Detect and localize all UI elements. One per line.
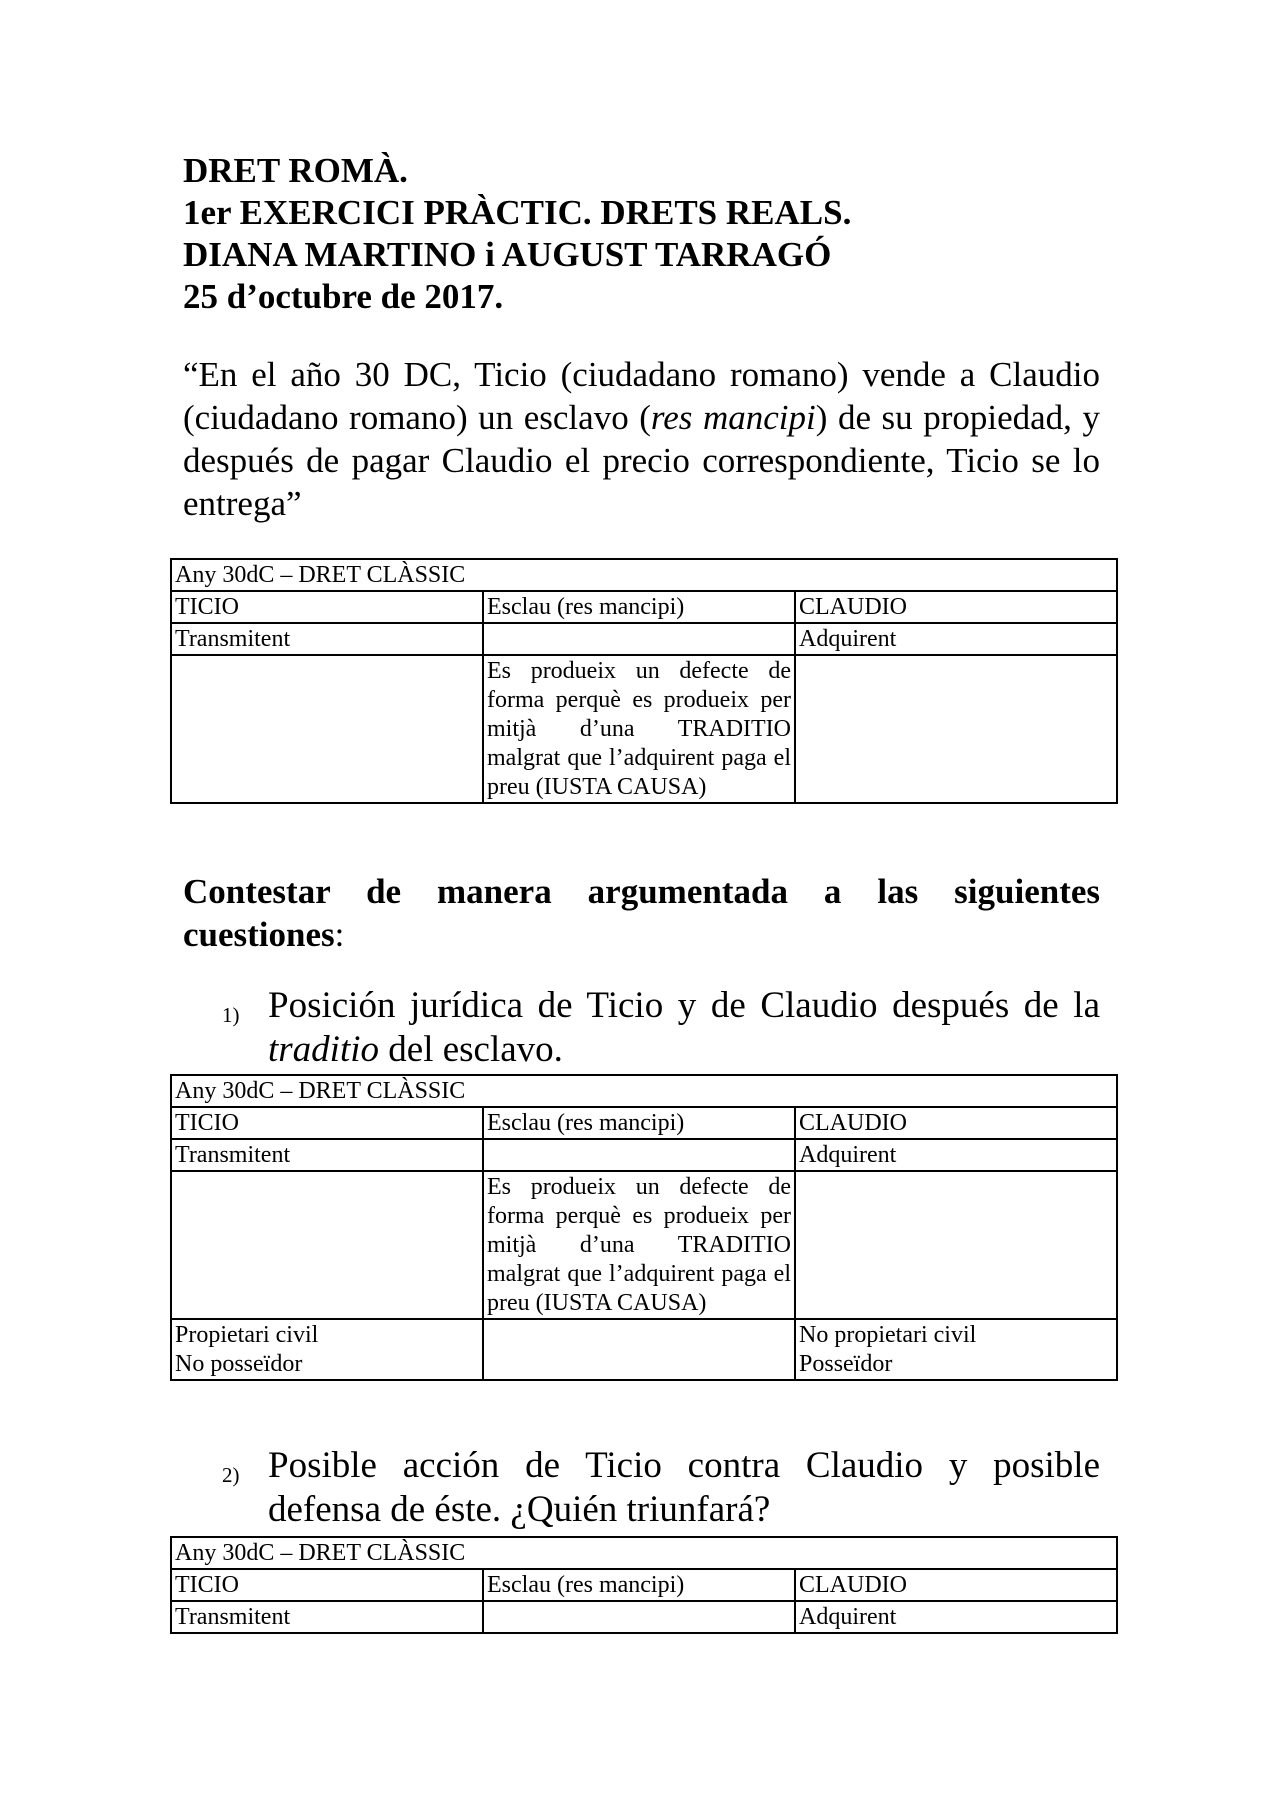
table-title: Any 30dC – DRET CLÀSSIC [171,1537,1117,1569]
cell-claudio: CLAUDIO [795,1569,1117,1601]
status-line: Propietari civil [175,1322,319,1348]
table-question-2 [170,1536,1118,1634]
status-line: No propietari civil [799,1322,977,1348]
question-text-b: del esclavo. [379,1029,563,1070]
question-number: 2) [222,1463,240,1487]
instructions [183,870,1100,956]
case-text-1: “En el año 30 DC, Ticio (ciudadano romano) vende a Claudio (ciudadano romano) un esclavo ( [183,355,1100,437]
case-text-2: ) de su propiedad, y después de pagar Claudio el precio correspondiente, Ticio se lo entrega” [183,398,1100,523]
cell-ticio: TICIO [171,591,483,623]
cell-note: Es produeix un defecte de forma perquè es produeix per mitjà d’una TRADITIO malgrat que l’adquirent paga el preu (IUSTA CAUSA) [483,1171,795,1319]
question-text [268,984,1100,1072]
cell-object: Esclau (res mancipi) [483,1569,795,1601]
table-row [171,591,1117,623]
header-line-1: DRET ROMÀ. [183,151,408,190]
cell-role-claudio: Adquirent [795,1139,1117,1171]
header-line-3: DIANA MARTINO i AUGUST TARRAGÓ [183,235,832,274]
status-line: Posseïdor [799,1351,893,1377]
cell-ticio: TICIO [171,1107,483,1139]
cell-note: Es produeix un defecte de forma perquè es produeix per mitjà d’una TRADITIO malgrat que l’adquirent paga el preu (IUSTA CAUSA) [483,655,795,803]
table-title: Any 30dC – DRET CLÀSSIC [171,1075,1117,1107]
table-row [171,655,1117,803]
cell-object: Esclau (res mancipi) [483,591,795,623]
question-text-a: Posición jurídica de Ticio y de Claudio después de la [268,985,1100,1026]
cell-empty [795,1171,1117,1319]
table-row [171,623,1117,655]
cell-object: Esclau (res mancipi) [483,1107,795,1139]
table-case-summary [170,558,1118,804]
case-text-italic: res mancipi [650,398,816,437]
header-line-2: 1er EXERCICI PRÀCTIC. DRETS REALS. [183,193,852,232]
cell-claudio: CLAUDIO [795,1107,1117,1139]
cell-role-ticio: Transmitent [171,1139,483,1171]
table-question-1 [170,1074,1118,1381]
case-statement [183,353,1100,525]
table-row [171,1319,1117,1380]
table-row [171,1139,1117,1171]
table-row [171,559,1117,591]
question-text-italic: traditio [268,1029,380,1070]
instructions-text: Contestar de manera argumentada a las siguientes cuestiones [183,872,1100,954]
cell-empty [483,1139,795,1171]
table-row [171,1569,1117,1601]
table-row [171,1601,1117,1633]
cell-role-ticio: Transmitent [171,623,483,655]
cell-role-claudio: Adquirent [795,623,1117,655]
cell-empty [483,1319,795,1380]
table-title: Any 30dC – DRET CLÀSSIC [171,559,1117,591]
cell-empty [171,1171,483,1319]
header-line-4: 25 d’octubre de 2017. [183,277,504,316]
instructions-colon: : [334,915,345,954]
document-header [183,150,851,318]
cell-empty [483,1601,795,1633]
cell-role-ticio: Transmitent [171,1601,483,1633]
question-number: 1) [222,1003,240,1027]
cell-role-claudio: Adquirent [795,1601,1117,1633]
cell-empty [483,623,795,655]
status-line: No posseïdor [175,1351,303,1377]
table-row [171,1075,1117,1107]
table-row [171,1537,1117,1569]
cell-status-claudio [795,1319,1117,1380]
cell-status-ticio [171,1319,483,1380]
cell-empty [171,655,483,803]
cell-empty [795,655,1117,803]
table-row [171,1171,1117,1319]
table-row [171,1107,1117,1139]
cell-claudio: CLAUDIO [795,591,1117,623]
question-text: Posible acción de Ticio contra Claudio y posible defensa de éste. ¿Quién triunfará? [268,1445,1100,1530]
cell-ticio: TICIO [171,1569,483,1601]
